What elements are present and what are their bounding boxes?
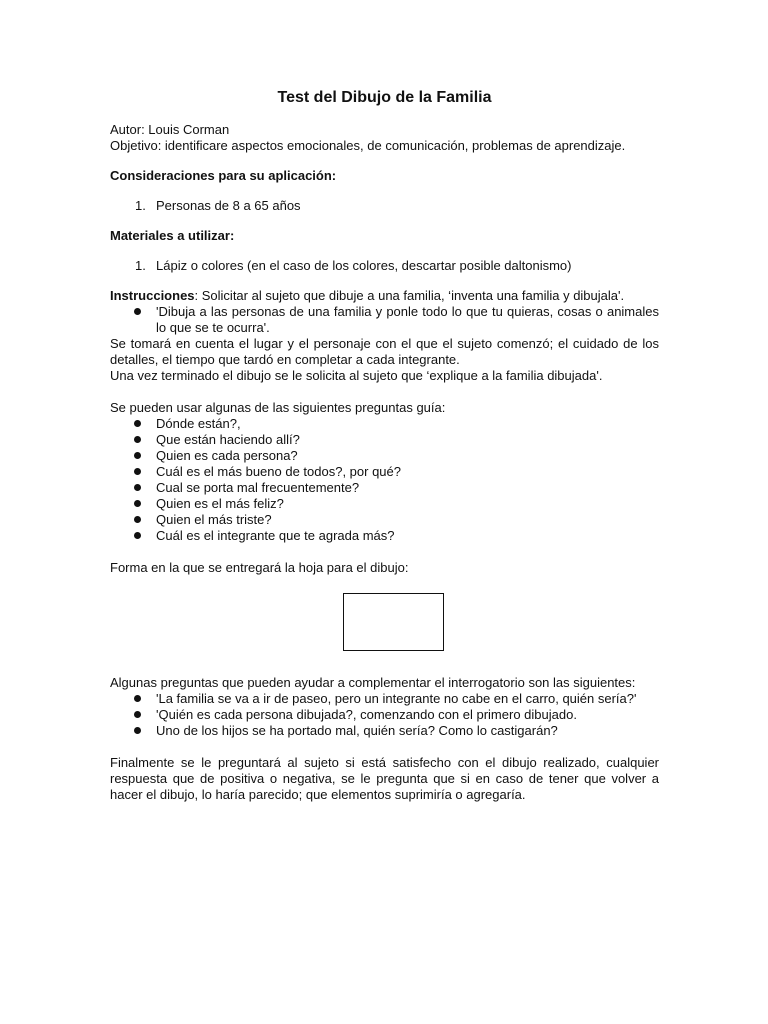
list-number: 1. [135,198,146,213]
list-item: Quien el más triste? [110,512,659,528]
list-item: Que están haciendo allí? [110,432,659,448]
drawing-sheet-box [343,593,444,651]
guide-questions-intro: Se pueden usar algunas de las siguientes preguntas guía: [110,400,446,415]
instructions-bullets [110,304,659,336]
list-item-text: Personas de 8 a 65 años [156,198,301,213]
complementary-questions-list [110,691,659,739]
list-item: Cuál es el más bueno de todos?, por qué? [110,464,659,480]
document-body [110,88,659,803]
list-item: Dónde están?, [110,416,659,432]
list-item: Cuál es el integrante que te agrada más? [110,528,659,544]
instructions-paragraph [110,288,659,304]
guide-questions-list [110,416,659,544]
list-item: 'La familia se va a ir de paseo, pero un integrante no cabe en el carro, quién sería?' [110,691,659,707]
instructions-explain: Una vez terminado el dibujo se le solicita al sujeto que ‘explique a la familia dibujada'. [110,368,603,383]
drawing-sheet-caption: Forma en la que se entregará la hoja para el dibujo: [110,560,409,575]
list-item: 'Dibuja a las personas de una familia y ponle todo lo que tu quieras, cosas o animales lo que se te ocurra'. [110,304,659,336]
list-item: Uno de los hijos se ha portado mal, quién sería? Como lo castigarán? [110,723,659,739]
instructions-label: Instrucciones [110,288,195,303]
list-item-text: Lápiz o colores (en el caso de los colores, descartar posible daltonismo) [156,258,572,273]
complementary-questions-intro: Algunas preguntas que pueden ayudar a complementar el interrogatorio son las siguientes: [110,675,636,690]
list-item: 'Quién es cada persona dibujada?, comenzando con el primero dibujado. [110,707,659,723]
page-title: Test del Dibujo de la Familia [277,89,492,106]
list-item: Cual se porta mal frecuentemente? [110,480,659,496]
materials-heading: Materiales a utilizar: [110,228,235,243]
list-item: Quien es el más feliz? [110,496,659,512]
materials-list [110,258,659,274]
final-paragraph: Finalmente se le preguntará al sujeto si está satisfecho con el dibujo realizado, cualquier respuesta que de positiva o negativa, se le pregunta que si en caso de tener que volver a hacer el dibujo, lo haría parecido; que elementos suprimiría o agregaría. [110,755,659,802]
instructions-text: : Solicitar al sujeto que dibuje a una familia, ‘inventa una familia y dibujala'. [194,288,625,303]
considerations-heading: Consideraciones para su aplicación: [110,168,337,183]
considerations-list [110,198,659,214]
list-item [110,198,659,214]
list-number: 1. [135,258,146,273]
list-item: Quien es cada persona? [110,448,659,464]
list-item [110,258,659,274]
objective-paragraph: Objetivo: identificare aspectos emocionales, de comunicación, problemas de aprendizaje. [110,138,626,153]
author-line: Autor: Louis Corman [110,122,230,137]
instructions-notes: Se tomará en cuenta el lugar y el personaje con el que el sujeto comenzó; el cuidado de los detalles, el tiempo que tardó en completar a cada integrante. [110,336,659,367]
